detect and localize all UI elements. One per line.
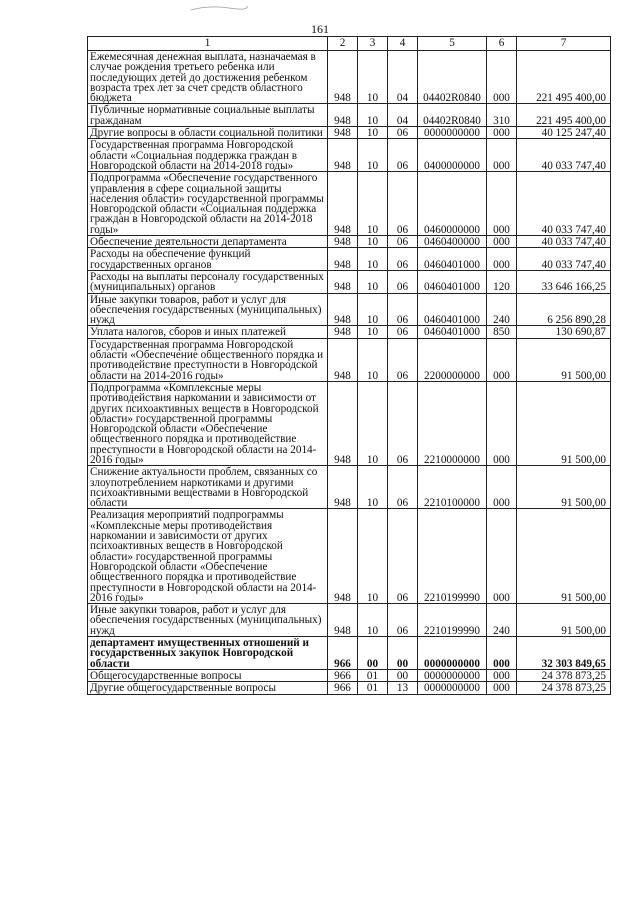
amount-cell: 24 378 873,25 [517,682,611,694]
expense-type-cell: 850 [487,326,517,338]
subsection-cell: 06 [388,270,418,293]
item-name-cell: Подпрограмма «Обеспечение государственного управления в сфере социальной защиты населения области» государственной программы Новгородской области «Социальная поддержка граждан в Новгородской области на 2014-2018 годы» [88,172,328,236]
code-ved-cell: 948 [328,293,358,326]
target-code-cell: 2210000000 [418,381,487,465]
amount-cell: 221 495 400,00 [517,51,611,104]
expense-type-cell: 000 [487,139,517,172]
amount-cell: 91 500,00 [517,466,611,509]
item-name-cell: Уплата налогов, сборов и иных платежей [88,326,328,338]
table-row [88,338,611,381]
expense-type-cell: 120 [487,270,517,293]
subsection-cell: 04 [388,51,418,104]
subsection-cell: 06 [388,248,418,271]
item-name-cell: Общегосударственные вопросы [88,669,328,681]
header-cell: 1 [88,37,328,51]
amount-cell: 40 033 747,40 [517,139,611,172]
subsection-cell: 04 [388,104,418,127]
section-cell: 10 [358,172,388,236]
amount-cell: 24 378 873,25 [517,669,611,681]
table-body [88,37,611,695]
header-row [88,37,611,51]
code-ved-cell: 948 [328,248,358,271]
table-row [88,509,611,604]
code-ved-cell: 966 [328,682,358,694]
section-cell: 10 [358,326,388,338]
amount-cell: 91 500,00 [517,604,611,637]
expense-type-cell: 000 [487,509,517,604]
item-name-cell: Иные закупки товаров, работ и услуг для обеспечения государственных (муниципальных) нужд [88,604,328,637]
table-row [88,637,611,670]
expense-type-cell: 000 [487,51,517,104]
header-cell: 3 [358,37,388,51]
header-cell: 2 [328,37,358,51]
item-name-cell: Государственная программа Новгородской области «Обеспечение общественного порядка и противодействие преступности в Новгородской области на 2014-2016 годы» [88,338,328,381]
section-cell: 10 [358,338,388,381]
target-code-cell: 0460000000 [418,172,487,236]
expense-type-cell: 240 [487,293,517,326]
section-cell: 10 [358,104,388,127]
code-ved-cell: 948 [328,604,358,637]
table-row [88,466,611,509]
table-row [88,248,611,271]
target-code-cell: 0000000000 [418,669,487,681]
item-name-cell: Ежемесячная денежная выплата, назначаемая в случае рождения третьего ребенка или последующих детей до достижения ребенком возраста трех лет за счет средств областного бюджета [88,51,328,104]
target-code-cell: 0460401000 [418,293,487,326]
item-name-cell: Публичные нормативные социальные выплаты гражданам [88,104,328,127]
table-row [88,236,611,248]
target-code-cell: 04402R0840 [418,104,487,127]
table-row [88,669,611,681]
section-cell: 10 [358,236,388,248]
subsection-cell: 06 [388,326,418,338]
item-name-cell: Реализация мероприятий подпрограммы «Комплексные меры противодействия наркомании и зависимости от других психоактивных веществ в Новгородской области» государственной программы Новгородской области «Обеспечение общественного порядка и противодействие преступности в Новгородской области на 2014-2016 годы» [88,509,328,604]
expense-type-cell: 000 [487,127,517,139]
item-name-cell: Обеспечение деятельности департамента [88,236,328,248]
item-name-cell: департамент имущественных отношений и государственных закупок Новгородской области [88,637,328,670]
amount-cell: 130 690,87 [517,326,611,338]
subsection-cell: 06 [388,293,418,326]
expense-type-cell: 000 [487,381,517,465]
subsection-cell: 13 [388,682,418,694]
target-code-cell: 0000000000 [418,682,487,694]
subsection-cell: 00 [388,669,418,681]
code-ved-cell: 966 [328,669,358,681]
target-code-cell: 0460400000 [418,236,487,248]
subsection-cell: 06 [388,338,418,381]
table-row [88,682,611,694]
table-row [88,51,611,104]
table-row [88,172,611,236]
table-row [88,381,611,465]
section-cell: 01 [358,682,388,694]
expense-type-cell: 000 [487,338,517,381]
code-ved-cell: 948 [328,338,358,381]
amount-cell: 33 646 166,25 [517,270,611,293]
section-cell: 10 [358,139,388,172]
target-code-cell: 0000000000 [418,637,487,670]
expense-type-cell: 310 [487,104,517,127]
expense-type-cell: 000 [487,669,517,681]
code-ved-cell: 966 [328,637,358,670]
expense-type-cell: 000 [487,637,517,670]
amount-cell: 40 033 747,40 [517,248,611,271]
target-code-cell: 2210100000 [418,466,487,509]
section-cell: 10 [358,127,388,139]
code-ved-cell: 948 [328,51,358,104]
code-ved-cell: 948 [328,172,358,236]
target-code-cell: 0460401000 [418,326,487,338]
table-row [88,270,611,293]
code-ved-cell: 948 [328,104,358,127]
section-cell: 10 [358,51,388,104]
table-row [88,139,611,172]
section-cell: 01 [358,669,388,681]
section-cell: 10 [358,293,388,326]
amount-cell: 40 033 747,40 [517,172,611,236]
expense-type-cell: 000 [487,172,517,236]
item-name-cell: Подпрограмма «Комплексные меры противодействия наркомании и зависимости от других психоактивных веществ в Новгородской области» государственной программы Новгородской области «Обеспечение общественного порядка и противодействие преступности в Новгородской области на 2014-2016 годы» [88,381,328,465]
expense-type-cell: 000 [487,248,517,271]
header-cell: 6 [487,37,517,51]
code-ved-cell: 948 [328,236,358,248]
item-name-cell: Другие общегосударственные вопросы [88,682,328,694]
section-cell: 10 [358,248,388,271]
target-code-cell: 0400000000 [418,139,487,172]
amount-cell: 221 495 400,00 [517,104,611,127]
subsection-cell: 06 [388,466,418,509]
subsection-cell: 06 [388,509,418,604]
item-name-cell: Иные закупки товаров, работ и услуг для обеспечения государственных (муниципальных) нужд [88,293,328,326]
target-code-cell: 0460401000 [418,270,487,293]
code-ved-cell: 948 [328,326,358,338]
amount-cell: 6 256 890,28 [517,293,611,326]
subsection-cell: 00 [388,637,418,670]
code-ved-cell: 948 [328,139,358,172]
amount-cell: 91 500,00 [517,381,611,465]
table-row [88,293,611,326]
section-cell: 00 [358,637,388,670]
section-cell: 10 [358,270,388,293]
subsection-cell: 06 [388,381,418,465]
page-number: 161 [311,22,329,36]
target-code-cell: 2210199990 [418,509,487,604]
amount-cell: 32 303 849,65 [517,637,611,670]
pen-mark [189,3,249,13]
amount-cell: 91 500,00 [517,338,611,381]
code-ved-cell: 948 [328,509,358,604]
section-cell: 10 [358,509,388,604]
header-cell: 5 [418,37,487,51]
table-row [88,326,611,338]
expense-type-cell: 000 [487,466,517,509]
expense-type-cell: 000 [487,236,517,248]
code-ved-cell: 948 [328,381,358,465]
subsection-cell: 06 [388,236,418,248]
section-cell: 10 [358,466,388,509]
budget-table [87,36,611,695]
item-name-cell: Расходы на обеспечение функций государственных органов [88,248,328,271]
expense-type-cell: 240 [487,604,517,637]
section-cell: 10 [358,381,388,465]
target-code-cell: 04402R0840 [418,51,487,104]
subsection-cell: 06 [388,127,418,139]
table-row [88,127,611,139]
header-cell: 4 [388,37,418,51]
subsection-cell: 06 [388,139,418,172]
amount-cell: 91 500,00 [517,509,611,604]
target-code-cell: 2210199990 [418,604,487,637]
subsection-cell: 06 [388,172,418,236]
header-cell: 7 [517,37,611,51]
code-ved-cell: 948 [328,127,358,139]
target-code-cell: 0000000000 [418,127,487,139]
amount-cell: 40 125 247,40 [517,127,611,139]
target-code-cell: 2200000000 [418,338,487,381]
table-row [88,604,611,637]
target-code-cell: 0460401000 [418,248,487,271]
item-name-cell: Другие вопросы в области социальной политики [88,127,328,139]
item-name-cell: Снижение актуальности проблем, связанных со злоупотреблением наркотиками и другими психоактивными веществами в Новгородской области [88,466,328,509]
subsection-cell: 06 [388,604,418,637]
code-ved-cell: 948 [328,270,358,293]
expense-type-cell: 000 [487,682,517,694]
code-ved-cell: 948 [328,466,358,509]
table-row [88,104,611,127]
section-cell: 10 [358,604,388,637]
item-name-cell: Расходы на выплаты персоналу государственных (муниципальных) органов [88,270,328,293]
amount-cell: 40 033 747,40 [517,236,611,248]
item-name-cell: Государственная программа Новгородской области «Социальная поддержка граждан в Новгородской области на 2014-2018 годы» [88,139,328,172]
